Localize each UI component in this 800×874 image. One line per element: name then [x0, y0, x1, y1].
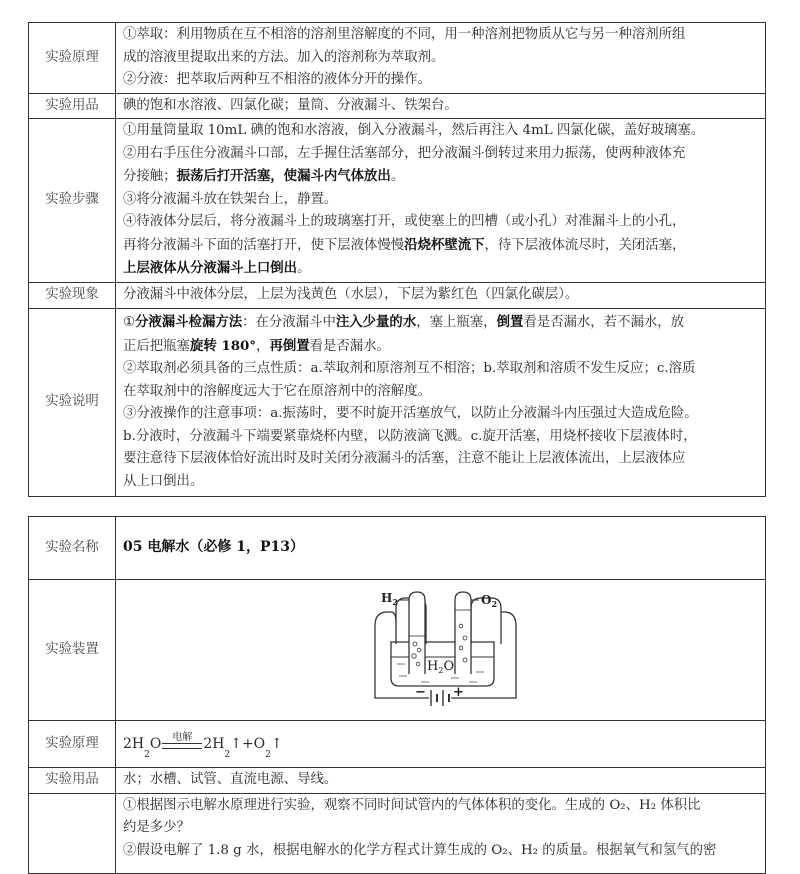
note-line: ①根据图示电解水原理进行实验，观察不同时间试管内的气体体积的变化。生成的 O₂、H₂ 体积比	[123, 797, 701, 813]
bold-text: 倒置	[496, 314, 524, 330]
materials-content	[116, 768, 766, 794]
step-line	[123, 165, 759, 189]
table-row	[29, 721, 766, 768]
text: 。	[297, 261, 311, 277]
text: ，待下层液体流尽时，关闭活塞，	[484, 237, 686, 253]
experiment-name	[116, 517, 766, 580]
materials-line: 碘的饱和水溶液、四氯化碳；量筒、分液漏斗、铁架台。	[123, 97, 458, 113]
bold-text: 分液漏斗检漏方法	[135, 314, 243, 330]
note-line: 在萃取剂中的溶解度远大于它在原溶剂中的溶解度。	[123, 383, 431, 399]
row-label-steps: 实验步骤	[29, 119, 116, 283]
note-line	[123, 311, 759, 335]
step-line: ③将分液漏斗放在铁架台上，静置。	[123, 191, 338, 207]
materials-content	[116, 93, 766, 119]
text: 再将分液漏斗下面的活塞打开，使下层液体慢慢	[123, 237, 405, 253]
note-line: 要注意待下层液体恰好流出时及时关闭分液漏斗的活塞，注意不能让上层液体流出，上层液体应	[123, 451, 686, 466]
wire-curve-right	[501, 612, 516, 626]
table-row	[29, 283, 766, 309]
row-label-apparatus: 实验装置	[29, 580, 116, 721]
row-label-phenomenon: 实验现象	[29, 283, 116, 309]
table-row	[29, 793, 766, 873]
oxygen-test-tube	[455, 592, 471, 674]
step-line: ④待液体分层后，将分液漏斗上的玻璃塞打开，或使塞上的凹槽（或小孔）对准漏斗上的小孔，	[123, 214, 686, 230]
steps-content	[116, 119, 766, 283]
notes-content	[116, 793, 766, 873]
note-line: 从上口倒出。	[123, 473, 204, 489]
table-row	[29, 23, 766, 94]
eq-term: 2H	[203, 735, 225, 752]
chemical-equation: 2H 2 O 电解 2H 2 ↑ +O 2 ↑	[123, 732, 283, 760]
text: 。	[390, 169, 405, 185]
step-line: ①用量筒量取 10mL 碘的饱和水溶液，倒入分液漏斗，然后再注入 4mL 四氯化碳，盖好玻璃塞。	[123, 123, 705, 139]
text: 看是否漏水，若不漏水，放	[523, 315, 685, 330]
principle-content	[116, 23, 766, 94]
materials-line: 水；水槽、试管、直流电源、导线。	[123, 772, 338, 787]
text: ①	[123, 315, 136, 330]
equation-content	[116, 721, 766, 768]
electrolysis-experiment-table	[28, 516, 766, 874]
step-line	[123, 234, 759, 258]
bold-text: 上层液体从分液漏斗上口倒出	[123, 260, 298, 277]
text: 正后把瓶塞	[123, 338, 190, 354]
electrolysis-apparatus-illustration	[351, 586, 531, 714]
step-line	[123, 257, 759, 281]
table-row	[29, 580, 766, 721]
water-label: $H_2O$	[427, 659, 455, 675]
wire-curve-left	[375, 612, 396, 626]
principle-line: ①萃取：利用物质在互不相溶的溶剂里溶解度的不同，用一种溶剂把物质从它与另一种溶剂所组	[123, 27, 686, 42]
negative-terminal: −	[415, 685, 426, 700]
text: ，塞上瓶塞，	[416, 315, 497, 330]
text: ，	[256, 338, 270, 354]
eq-term: 2H	[123, 735, 145, 752]
text: 看是否漏水。	[309, 338, 390, 354]
reaction-condition	[162, 732, 202, 755]
apparatus-content	[116, 580, 766, 721]
row-label-materials: 实验用品	[29, 93, 116, 119]
text: ：在分液漏斗中	[242, 315, 336, 330]
step-line: ②用右手压住分液漏斗口部，左手握住活塞部分，把分液漏斗倒转过来用力振荡，使两种液体充	[123, 145, 686, 161]
text: 分接触；	[123, 169, 177, 185]
principle-line: 成的溶液里提取出来的方法。加入的溶剂称为萃取剂。	[123, 49, 445, 65]
electrolysis-diagram	[123, 586, 759, 714]
note-line: ②假设电解了 1.8 g 水，根据电解水的化学方程式计算生成的 O₂、H₂ 的质量。根据氧气和氢气的密	[123, 842, 717, 858]
table-row	[29, 93, 766, 119]
bold-text: 沿烧杯壁流下	[404, 236, 485, 253]
hydrogen-test-tube	[409, 592, 425, 674]
condition-text: 电解	[172, 732, 193, 743]
table-row	[29, 517, 766, 580]
equals-bar	[162, 743, 202, 749]
principle-line: ②分液：把萃取后两种互不相溶的液体分开的操作。	[123, 72, 431, 87]
note-line: ②萃取剂必须具备的三点性质：a.萃取剂和原溶剂互不相溶；b.萃取剂和溶质不发生反应；c.溶质	[123, 361, 696, 376]
table-row	[29, 119, 766, 283]
positive-terminal: +	[453, 685, 464, 700]
separatory-funnel-experiment-table	[28, 22, 766, 497]
row-label-notes: 实验说明	[29, 308, 116, 496]
notes-content	[116, 308, 766, 496]
bold-text: 旋转 180°	[189, 337, 257, 354]
note-line: ③分液操作的注意事项：a.振荡时，要不时旋开活塞放气，以防止分液漏斗内压强过大造成危险。	[123, 406, 698, 421]
note-line: b.分液时，分液漏斗下端要紧靠烧杯内壁，以防液滴飞溅。c.旋开活塞，用烧杯接收下层液体时，	[123, 428, 697, 444]
row-label-name: 实验名称	[29, 517, 116, 580]
experiment-title: 05 电解水（必修 1，P13）	[123, 539, 304, 556]
bold-text: 振荡后打开活塞，使漏斗内气体放出	[176, 168, 391, 185]
gas-arrow-icon: ↑	[230, 735, 242, 752]
bold-text: 注入少量的水	[335, 314, 417, 330]
eq-term: +O	[241, 735, 266, 752]
phenomenon-content	[116, 283, 766, 309]
table-row	[29, 308, 766, 496]
phenomenon-line: 分液漏斗中液体分层，上层为浅黄色（水层），下层为紫红色（四氯化碳层）。	[123, 287, 579, 302]
row-label-principle: 实验原理	[29, 23, 116, 94]
row-label-materials: 实验用品	[29, 768, 116, 794]
note-line	[123, 335, 759, 359]
table-row	[29, 768, 766, 794]
row-label-principle: 实验原理	[29, 721, 116, 768]
o2-label: $O_2$	[481, 593, 498, 609]
eq-term: O	[149, 735, 162, 752]
bold-text: 再倒置	[269, 337, 310, 354]
note-line: 约是多少？	[123, 820, 190, 835]
gas-arrow-icon: ↑	[270, 735, 283, 752]
h2-label: $H_2$	[381, 591, 398, 607]
row-label-notes	[29, 793, 116, 873]
